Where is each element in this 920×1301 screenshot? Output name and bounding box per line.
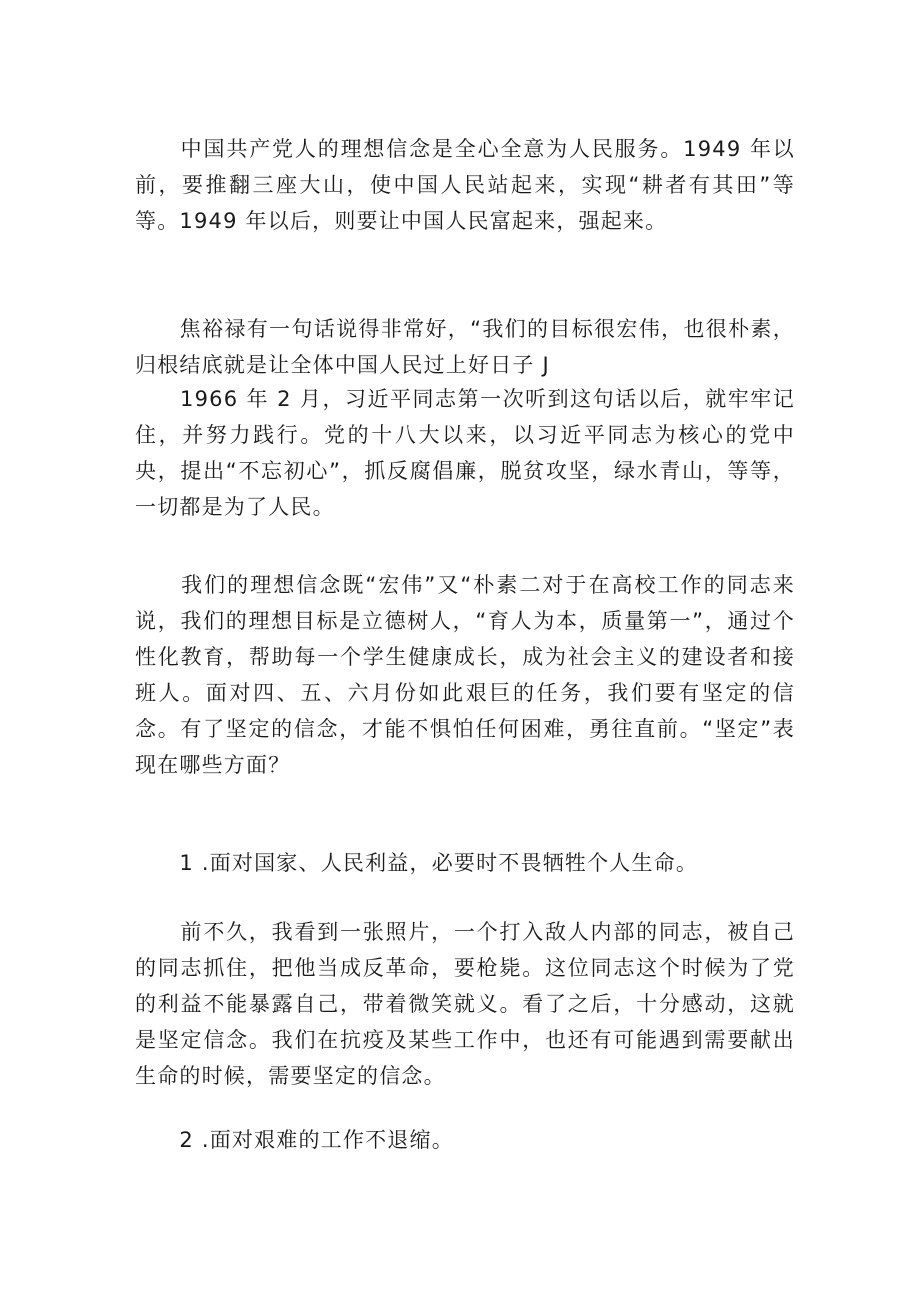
paragraph-3: 1966 年 2 月，习近平同志第一次听到这句话以后，就牢牢记住，并努力践行。党的十八大以来，以习近平同志为核心的党中央，提出“不忘初心”，抓反腐倡廉，脱贫攻坚，绿水青山，等等，一切都是为了人民。 [135,387,795,519]
paragraph-1: 中国共产党人的理想信念是全心全意为人民服务。1949 年以前，要推翻三座大山，使中国人民站起来，实现“耕者有其田”等等。1949 年以后，则要让中国人民富起来，强起来。 [135,137,795,233]
paragraph-6: 前不久，我看到一张照片，一个打入敌人内部的同志，被自己的同志抓住，把他当成反革命，要枪毙。这位同志这个时候为了党的利益不能暴露自己，带着微笑就义。看了之后，十分感动，这就是坚定信念。我们在抗疫及某些工作中，也还有可能遇到需要献出生命的时候，需要坚定的信念。 [135,920,795,1088]
paragraph-5: 1 .面对国家、人民利益，必要时不畏牺牲个人生命。 [135,851,699,875]
paragraph-4: 我们的理想信念既“宏伟”又“朴素二对于在高校工作的同志来说，我们的理想目标是立德树人，“育人为本，质量第一”，通过个性化教育，帮助每一个学生健康成长，成为社会主义的建设者和接班人。面对四、五、六月份如此艰巨的任务，我们要有坚定的信念。有了坚定的信念，才能不惧怕任何困难，勇往直前。“坚定”表现在哪些方面？ [135,573,795,777]
paragraph-7: 2 .面对艰难的工作不退缩。 [135,1128,454,1152]
paragraph-2: 焦裕禄有一句话说得非常好，“我们的目标很宏伟，也很朴素，归根结底就是让全体中国人民过上好日子 J [135,317,795,377]
